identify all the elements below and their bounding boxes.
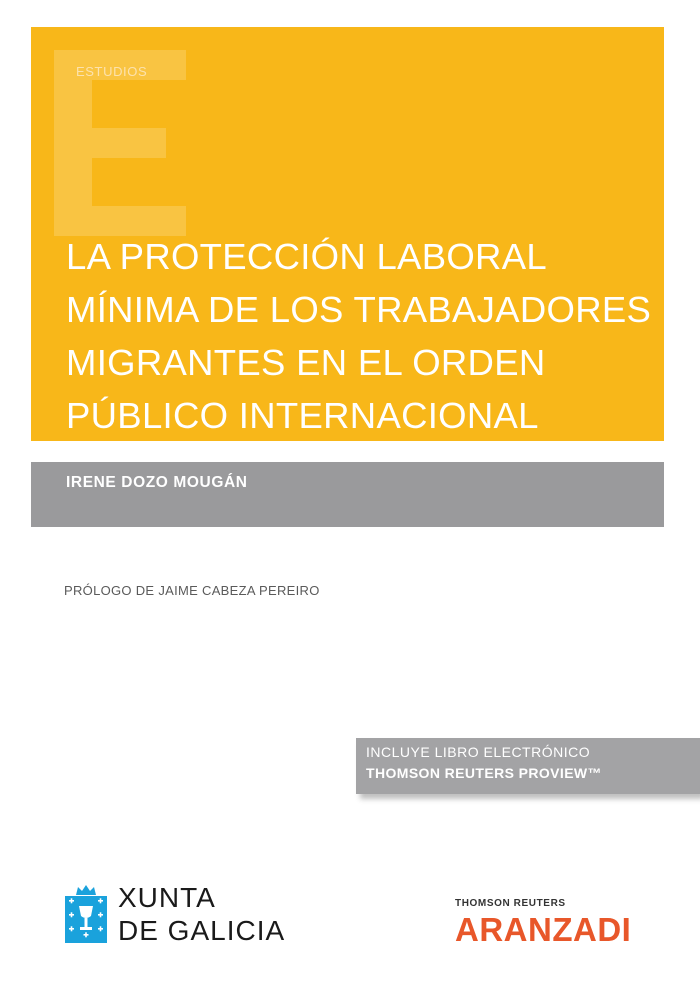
- publisher-group-label: THOMSON REUTERS: [455, 898, 566, 909]
- xunta-logo-line2: DE GALICIA: [118, 915, 286, 946]
- publisher-logo: ARANZADI: [455, 911, 632, 948]
- title-line: MÍNIMA DE LOS TRABAJADORES: [66, 289, 652, 330]
- author-band: [31, 462, 664, 527]
- prologue-credit: PRÓLOGO DE JAIME CABEZA PEREIRO: [64, 583, 320, 598]
- series-label: ESTUDIOS: [76, 64, 148, 79]
- xunta-logo-line1: XUNTA: [118, 882, 216, 913]
- ebook-badge-line1: INCLUYE LIBRO ELECTRÓNICO: [366, 744, 591, 760]
- title-line: MIGRANTES EN EL ORDEN: [66, 342, 546, 383]
- author-name: IRENE DOZO MOUGÁN: [66, 474, 248, 491]
- title-line: LA PROTECCIÓN LABORAL: [66, 236, 547, 277]
- book-title: [66, 230, 661, 442]
- galicia-shield-icon: [65, 884, 107, 943]
- ebook-badge-line2: THOMSON REUTERS PROVIEW™: [366, 765, 602, 781]
- title-line: PÚBLICO INTERNACIONAL: [66, 395, 539, 436]
